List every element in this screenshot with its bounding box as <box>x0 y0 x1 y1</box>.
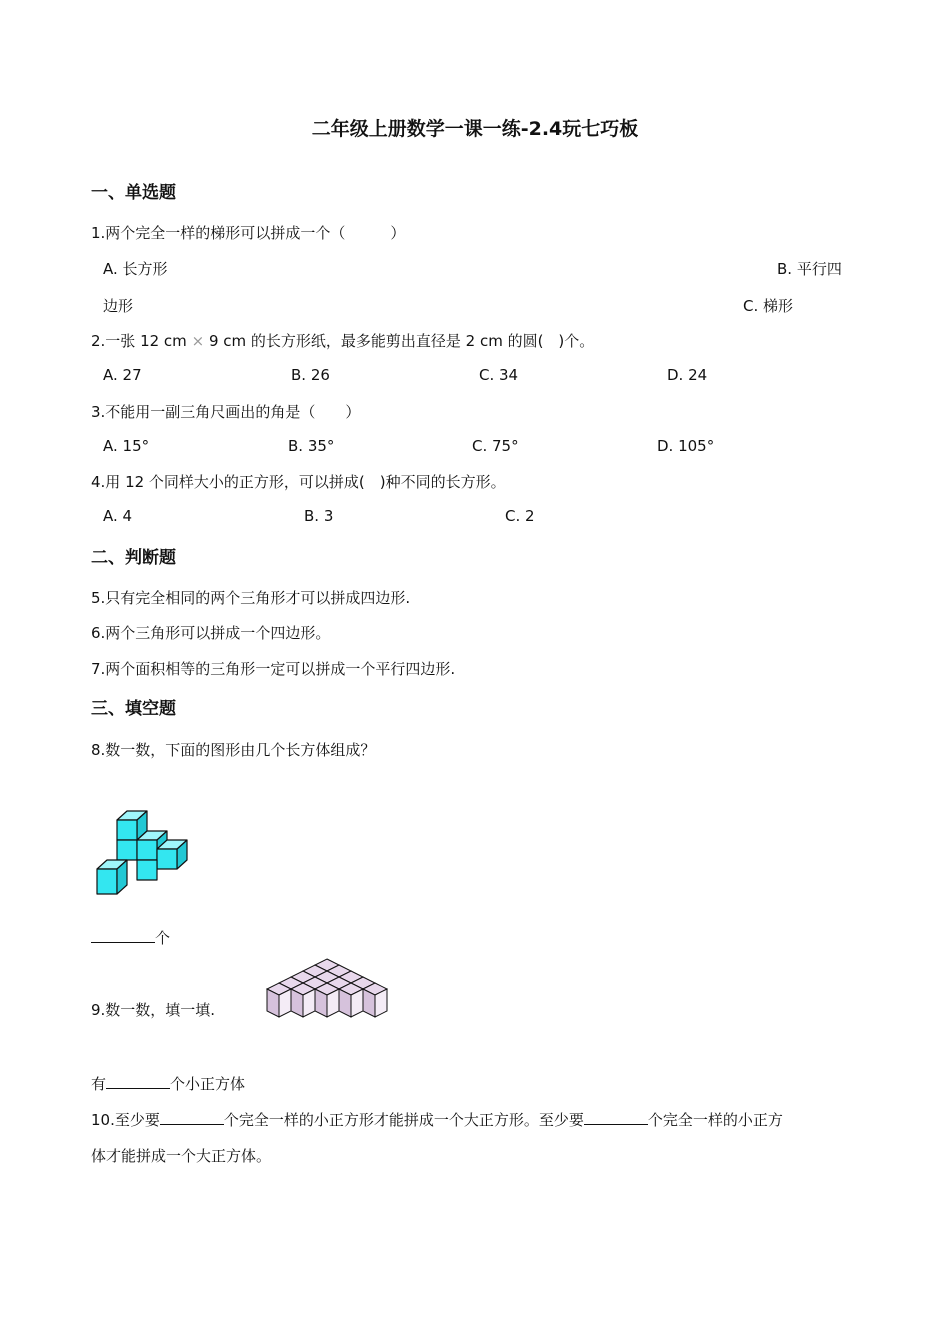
question-1-option-a: A. 长方形 <box>103 260 168 278</box>
question-5-stem: 5.只有完全相同的两个三角形才可以拼成四边形. <box>91 589 411 607</box>
question-8-answer-suffix: 个 <box>155 929 171 947</box>
question-9-stem: 9.数一数，填一填. <box>91 1001 216 1019</box>
question-1-option-b: B. 平行四 <box>777 260 842 278</box>
page-title: 二年级上册数学一课一练-2.4玩七巧板 <box>311 118 639 140</box>
question-4-option-b: B. 3 <box>304 507 334 525</box>
question-2-option-a: A. 27 <box>103 366 142 384</box>
question-2-option-c: C. 34 <box>479 366 519 384</box>
question-10-line-2: 体才能拼成一个大正方体。 <box>91 1147 272 1165</box>
question-2-stem-start: 2.一张 12 cm <box>91 332 187 350</box>
question-8-answer-line <box>91 927 170 948</box>
question-9-answer-suffix: 个小正方体 <box>170 1075 246 1093</box>
question-4-stem: 4.用 12 个同样大小的正方形，可以拼成( )种不同的长方形。 <box>91 473 506 491</box>
cube-stack-figure <box>255 955 400 1030</box>
section-heading-true-false: 二、判断题 <box>91 548 176 568</box>
question-4-option-a: A. 4 <box>103 507 133 525</box>
question-1-option-c: C. 梯形 <box>743 297 794 315</box>
question-7-stem: 7.两个面积相等的三角形一定可以拼成一个平行四边形. <box>91 660 456 678</box>
question-3-option-b: B. 35° <box>288 437 335 455</box>
answer-blank[interactable] <box>91 928 155 943</box>
question-10-part-1: 10.至少要 <box>91 1111 160 1129</box>
question-3-option-d: D. 105° <box>657 437 715 455</box>
section-heading-fill-in: 三、填空题 <box>91 699 176 719</box>
question-3-option-c: C. 75° <box>472 437 519 455</box>
question-2-stem <box>91 330 594 351</box>
question-3-stem: 3.不能用一副三角尺画出的角是（ ） <box>91 403 361 421</box>
question-4-option-c: C. 2 <box>505 507 535 525</box>
question-3-option-a: A. 15° <box>103 437 150 455</box>
answer-blank[interactable] <box>584 1110 648 1125</box>
answer-blank[interactable] <box>106 1074 170 1089</box>
question-1-stem: 1.两个完全一样的梯形可以拼成一个（ ） <box>91 224 406 242</box>
question-2-stem-end: 9 cm 的长方形纸，最多能剪出直径是 2 cm 的圆( )个。 <box>208 332 595 350</box>
answer-blank[interactable] <box>160 1110 224 1125</box>
section-heading-single-choice: 一、单选题 <box>91 183 176 203</box>
question-10-part-2: 个完全一样的小正方形才能拼成一个大正方形。至少要 <box>223 1111 584 1129</box>
question-8-stem: 8.数一数，下面的图形由几个长方体组成？ <box>91 741 376 759</box>
times-icon: × <box>191 332 205 350</box>
question-6-stem: 6.两个三角形可以拼成一个四边形。 <box>91 624 331 642</box>
question-10-line-1 <box>91 1109 783 1130</box>
cuboid-figure <box>93 808 193 898</box>
question-9-answer-line <box>91 1073 245 1094</box>
question-2-option-b: B. 26 <box>291 366 330 384</box>
question-10-part-3: 个完全一样的小正方 <box>647 1111 783 1129</box>
question-9-answer-prefix: 有 <box>91 1075 107 1093</box>
question-2-option-d: D. 24 <box>667 366 708 384</box>
question-1-option-b-continued: 边形 <box>103 297 134 315</box>
